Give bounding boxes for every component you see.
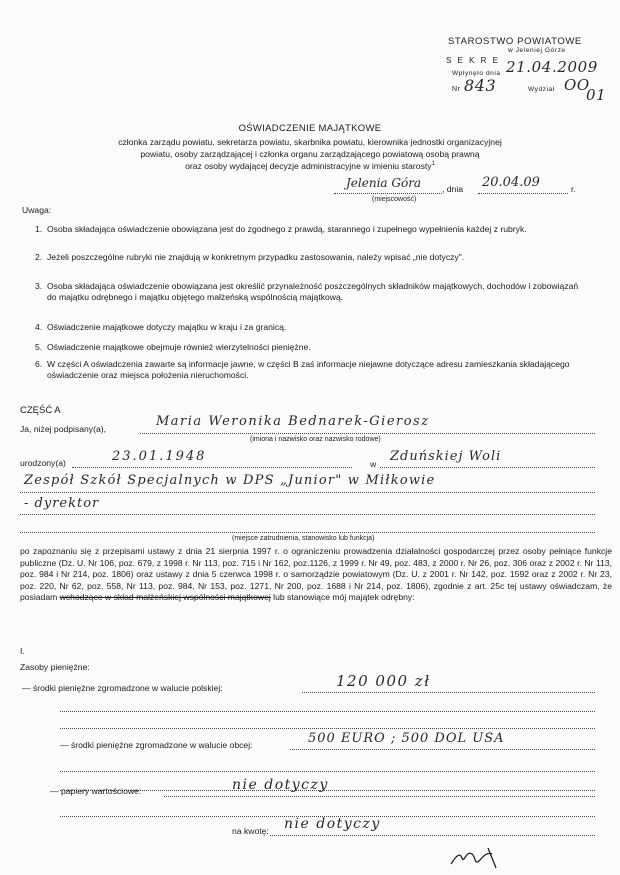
place-caption: (miejscowość) xyxy=(372,196,417,203)
section-i-roman: I. xyxy=(20,646,25,656)
foreign-value: 500 EURO ; 500 DOL USA xyxy=(308,731,505,746)
initials-signature xyxy=(448,842,502,870)
note-1-number: 1. xyxy=(35,224,43,234)
employment-value-2: - dyrektor xyxy=(24,496,100,511)
date-suffix: r. xyxy=(571,184,576,194)
note-1-text: Osoba składająca oświadczenie obowiązana jest do zgodnego z prawdą, starannego i zupełnego wypełnienia każdej z rubryk. xyxy=(47,224,527,234)
subtitle-line-3-text: oraz osoby wydającej decyzje administracyjne w imieniu starosty xyxy=(185,161,432,171)
born-in-label: w xyxy=(370,459,377,469)
born-place-line xyxy=(380,467,595,468)
securities-value: nie dotyczy xyxy=(232,777,329,793)
undersigned-label: Ja, niżej podpisany(a), xyxy=(20,424,106,434)
date-value: 20.04.09 xyxy=(482,175,540,190)
employment-caption: (miejsce zatrudnienia, stanowisko lub funkcja) xyxy=(232,535,375,542)
employment-line-3 xyxy=(20,532,595,533)
law-paragraph xyxy=(20,546,612,604)
note-6-number: 6. xyxy=(35,359,43,369)
note-5-number: 5. xyxy=(35,342,43,352)
name-caption: (imiona i nazwisko oraz nazwisko rodowe) xyxy=(250,436,381,443)
stamp-received-label: Wpłynęło dnia xyxy=(452,70,501,77)
registry-stamp xyxy=(448,36,608,106)
note-3-text: Osoba składająca oświadczenie obowiązana jest określić przynależność poszczególnych składników majątkowych, dochodów i zobowiązań do majątku odrębnego i majątku objętego małżeńską wspólnością majątkową. xyxy=(47,281,579,303)
note-5-text: Oświadczenie majątkowe obejmuje również wierzytelności pieniężne. xyxy=(47,342,311,352)
stamp-dispatch-value: OO xyxy=(564,76,590,94)
born-label: urodzony(a) xyxy=(20,458,66,468)
undersigned-value: Maria Weronika Bednarek-Gierosz xyxy=(156,414,430,429)
born-date-line xyxy=(72,467,352,468)
place-value: Jelenia Góra xyxy=(346,176,422,190)
place-line xyxy=(334,193,442,194)
stamp-dispatch-label: Wydział xyxy=(528,86,555,93)
employment-value-1: Zespół Szkół Specjalnych w DPS „Junior" w Miłkowie xyxy=(24,473,436,488)
amount-label: na kwotę: xyxy=(232,826,269,836)
amount-value: nie dotyczy xyxy=(284,816,381,832)
stamp-dispatch-extra: 01 xyxy=(586,86,607,104)
law-text-struck: wchodzące w skład małżeńskiej wspólności majątkowej xyxy=(59,592,271,603)
part-a-heading: CZĘŚĆ A xyxy=(20,405,61,416)
foreign-line xyxy=(290,749,595,750)
pln-line xyxy=(302,692,595,693)
notes-heading: Uwaga: xyxy=(22,205,52,215)
born-place-value: Zduńskiej Woli xyxy=(390,449,502,464)
stamp-dept: S E K R E xyxy=(446,56,501,65)
law-text-post: lub stanowiące mój majątek odrębny: xyxy=(273,592,415,603)
subtitle-line-3 xyxy=(0,161,620,171)
subtitle-line-1: członka zarządu powiatu, sekretarza powiatu, skarbnika powiatu, kierownika jednostki organizacyjnej xyxy=(118,137,502,147)
securities-line xyxy=(164,796,595,797)
pln-extra-line-1 xyxy=(60,711,595,712)
note-2-text: Jeżeli poszczególne rubryki nie znajdują w konkretnym przypadku zastosowania, należy wpisać „nie dotyczy". xyxy=(47,252,465,262)
foreign-extra-line-1 xyxy=(60,771,595,772)
date-line xyxy=(478,193,568,194)
employment-line-2 xyxy=(20,514,595,515)
stamp-office: STAROSTWO POWIATOWE xyxy=(448,36,582,47)
subtitle-line-2: powiatu, osoby zarządzającej i członka organu zarządzającego powiatową osobą prawną xyxy=(140,149,480,159)
section-i-heading: Zasoby pieniężne: xyxy=(20,662,90,672)
note-4-text: Oświadczenie majątkowe dotyczy majątku w kraju i za granicą. xyxy=(47,322,287,332)
note-4-number: 4. xyxy=(35,322,43,332)
note-2-number: 2. xyxy=(35,252,43,262)
pln-value: 120 000 zł xyxy=(336,672,431,690)
foreign-label: — środki pieniężne zgromadzone w walucie obcej: xyxy=(60,740,253,750)
stamp-no-value: 843 xyxy=(464,76,497,95)
pln-extra-line-2 xyxy=(60,728,595,729)
stamp-received-date: 21.04.2009 xyxy=(506,58,598,76)
undersigned-line xyxy=(140,433,595,434)
note-3-number: 3. xyxy=(35,281,43,291)
born-date-value: 23.01.1948 xyxy=(112,449,207,464)
securities-label: — papiery wartościowe: xyxy=(50,786,142,796)
note-6-text: W części A oświadczenia zawarte są informacje jawne, w części B zaś informacje niejawne dotyczące adresu zamieszkania składającego oświadczenie oraz miejsca położenia nieruchomości. xyxy=(47,359,570,381)
amount-line xyxy=(270,835,595,836)
employment-line-1 xyxy=(20,492,595,493)
date-separator: , dnia xyxy=(442,184,464,194)
footnote-mark: 1 xyxy=(431,161,435,168)
document-title: OŚWIADCZENIE MAJĄTKOWE xyxy=(238,123,382,134)
stamp-location: w Jeleniej Górze xyxy=(508,47,566,54)
pln-label: — środki pieniężne zgromadzone w walucie polskiej: xyxy=(22,683,223,693)
law-text-pre: po zapoznaniu się z przepisami ustawy z dnia 21 sierpnia 1997 r. o ograniczeniu prowadzenia działalności gospodarczej przez osoby pełniące funkcje publiczne (Dz. U. Nr 106, poz. 679, z 1998 r. Nr 113, poz. 715 i Nr 162, poz.1126, z 1999 r. Nr 49, poz. 483, z 2000 r. Nr 26, poz. 306 oraz z 2002 r. Nr 113, poz. 984 i Nr 214, poz. 1806) oraz ustawy z dnia 5 czerwca 1998 r. o samorządzie powiatowym (Dz. U. z 2001 r. Nr 142, poz. 1592 oraz z 2002 r. Nr 23, poz. 220, Nr 62, poz. 558, Nr 113, poz. 984, Nr 153, poz. 1271, Nr 200, poz. 1688 i Nr 214, poz. 1806), zgodnie z art. 25c tej ustawy oświadczam, że posiadam xyxy=(20,546,612,603)
stamp-no-label: Nr xyxy=(452,86,461,93)
